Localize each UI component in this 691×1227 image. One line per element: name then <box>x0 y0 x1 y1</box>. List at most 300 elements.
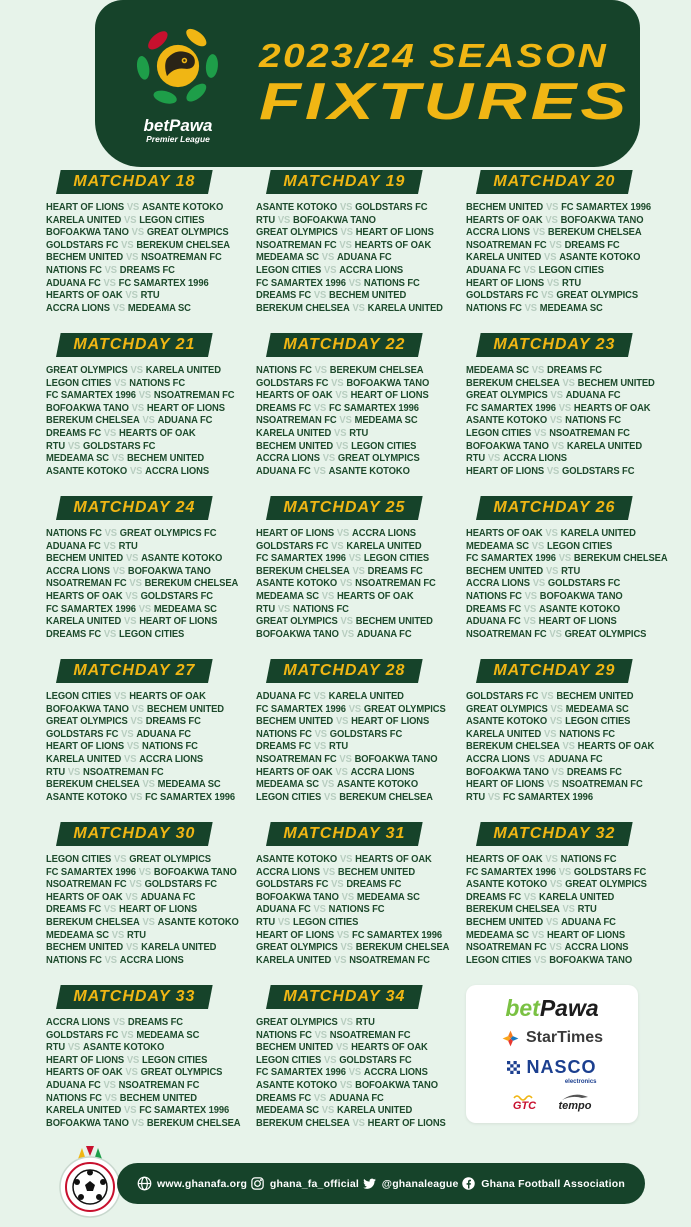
fixture-row <box>466 265 663 278</box>
away-team: KARELA UNITED <box>560 528 636 539</box>
away-team: ADUANA FC <box>157 415 213 427</box>
away-team: ASANTE KOTOKO <box>83 1042 165 1054</box>
home-team: NSOATREMAN FC <box>46 578 127 590</box>
vs-label: VS <box>340 942 353 954</box>
fixture-row <box>466 566 663 579</box>
vs-label: VS <box>314 365 327 376</box>
away-team: RTU <box>562 277 582 289</box>
vs-label: VS <box>523 891 537 903</box>
vs-label: VS <box>321 590 335 602</box>
away-team: GOLDSTARS FC <box>329 728 403 740</box>
fixture-row <box>46 704 243 717</box>
fixture-row <box>46 767 243 780</box>
home-team: MEDEAMA SC <box>466 365 529 376</box>
vs-label: VS <box>335 1042 349 1054</box>
vs-label: VS <box>335 440 349 452</box>
home-team: BECHEM UNITED <box>256 440 334 452</box>
startimes-text: StarTimes <box>525 1029 604 1046</box>
home-team: BECHEM UNITED <box>256 716 334 728</box>
home-team: FC SAMARTEX 1996 <box>466 402 556 414</box>
home-team: FC SAMARTEX 1996 <box>256 553 346 565</box>
fixture-row <box>46 378 243 391</box>
vs-label: VS <box>549 942 562 954</box>
home-team: MEDEAMA SC <box>256 252 319 264</box>
betpawa-premier-league-logo <box>113 22 243 144</box>
fixture-row <box>46 1017 243 1030</box>
fixture-row <box>46 867 243 880</box>
away-team: GREAT OLYMPICS <box>565 879 647 891</box>
fixture-row <box>256 202 453 215</box>
home-team: HEART OF LIONS <box>256 929 335 941</box>
gtc-text: GTC <box>512 1099 537 1112</box>
vs-label: VS <box>340 227 353 239</box>
fixture-row <box>466 378 663 391</box>
vs-label: VS <box>103 1079 116 1091</box>
home-team: ACCRA LIONS <box>466 227 530 239</box>
fixture-row <box>466 453 663 466</box>
vs-label: VS <box>112 565 126 577</box>
matchday-label: MATCHDAY 25 <box>283 499 406 516</box>
matchday-label: MATCHDAY 22 <box>283 336 406 353</box>
away-team: BECHEM UNITED <box>146 703 224 715</box>
fixture-row <box>466 227 663 240</box>
away-team: BEREKUM CHELSEA <box>136 239 230 251</box>
away-team: NSOATREMAN FC <box>118 1079 200 1091</box>
vs-label: VS <box>126 741 140 753</box>
matchday-header <box>476 333 633 357</box>
fixture-row <box>466 955 663 968</box>
away-team: HEART OF LIONS <box>119 904 198 916</box>
vs-label: VS <box>130 365 143 376</box>
home-team: ACCRA LIONS <box>466 753 530 765</box>
home-team: HEART OF LIONS <box>466 277 545 289</box>
matchday-section <box>256 333 466 496</box>
vs-label: VS <box>348 277 362 289</box>
vs-label: VS <box>487 453 501 465</box>
home-team: FC SAMARTEX 1996 <box>256 277 346 289</box>
away-team: BOFOAKWA TANO <box>127 565 211 577</box>
fixture-row <box>256 240 453 253</box>
vs-label: VS <box>541 691 554 702</box>
fixture-row <box>46 892 243 905</box>
matchday-header <box>56 822 213 846</box>
home-team: MEDEAMA SC <box>256 1105 319 1117</box>
fixture-row <box>46 604 243 617</box>
away-team: HEARTS OF OAK <box>119 427 196 439</box>
fixture-row <box>256 566 453 579</box>
home-team: ADUANA FC <box>46 1079 101 1091</box>
fixture-row <box>46 365 243 378</box>
fixture-row <box>46 566 243 579</box>
vs-label: VS <box>352 302 365 314</box>
vs-label: VS <box>131 402 145 414</box>
matchday-section <box>46 496 256 659</box>
fixture-row <box>46 729 243 742</box>
away-team: BOFOAKWA TANO <box>354 753 438 765</box>
fixture-row <box>256 541 453 554</box>
home-team: LEGON CITIES <box>256 1054 322 1066</box>
vs-label: VS <box>549 628 562 640</box>
fixture-row <box>256 1042 453 1055</box>
away-team: DREAMS FC <box>546 365 602 376</box>
fixture-row <box>46 691 243 704</box>
away-team: HEART OF LIONS <box>546 929 626 941</box>
matchday-label: MATCHDAY 30 <box>73 825 196 842</box>
fixture-row <box>466 528 663 541</box>
vs-label: VS <box>324 264 337 276</box>
fixture-row <box>46 528 243 541</box>
away-team: MEDEAMA SC <box>136 1029 200 1041</box>
away-team: RTU <box>355 1017 375 1028</box>
away-team: BECHEM UNITED <box>337 866 416 878</box>
logo-brand-text: betPawa <box>143 116 213 136</box>
vs-label: VS <box>339 753 352 765</box>
away-team: DREAMS FC <box>346 879 402 891</box>
away-team: NATIONS FC <box>560 854 617 865</box>
away-team: GREAT OLYMPICS <box>556 290 639 302</box>
home-team: NSOATREMAN FC <box>256 415 337 427</box>
matchday-header <box>266 822 423 846</box>
vs-label: VS <box>103 427 117 439</box>
fixture-row <box>256 1017 453 1030</box>
home-team: ASANTE KOTOKO <box>256 854 338 865</box>
fixture-row <box>256 767 453 780</box>
away-team: BOFOAKWA TANO <box>153 866 237 878</box>
away-team: BEREKUM CHELSEA <box>144 578 239 590</box>
away-team: BOFOAKWA TANO <box>539 590 623 602</box>
away-team: HEARTS OF OAK <box>355 854 432 865</box>
away-team: ASANTE KOTOKO <box>141 553 223 565</box>
home-team: HEARTS OF OAK <box>466 854 543 865</box>
away-team: ACCRA LIONS <box>350 766 415 778</box>
fixture-row <box>46 879 243 892</box>
home-team: NSOATREMAN FC <box>256 753 337 765</box>
away-team: GREAT OLYMPICS <box>129 854 211 865</box>
home-team: MEDEAMA SC <box>466 540 529 552</box>
globe-icon <box>137 1176 152 1191</box>
home-team: HEARTS OF OAK <box>46 891 123 903</box>
vs-label: VS <box>341 628 355 640</box>
vs-label: VS <box>125 553 139 565</box>
home-team: HEARTS OF OAK <box>46 1067 123 1079</box>
vs-label: VS <box>313 741 327 753</box>
home-team: NATIONS FC <box>46 528 102 539</box>
fixture-row <box>466 365 663 378</box>
vs-label: VS <box>131 1117 145 1129</box>
home-team: ACCRA LIONS <box>46 302 110 314</box>
header-banner <box>95 0 640 167</box>
away-team: NSOATREMAN FC <box>549 427 630 439</box>
fixture-row <box>466 553 668 566</box>
fixture-row <box>256 716 453 729</box>
home-team: DREAMS FC <box>256 741 312 753</box>
away-team: RTU <box>126 929 146 941</box>
fixture-row <box>46 792 243 805</box>
home-team: FC SAMARTEX 1996 <box>256 703 346 715</box>
fixture-row <box>46 265 243 278</box>
home-team: ADUANA FC <box>256 904 311 916</box>
away-team: HEART OF LIONS <box>146 402 225 414</box>
matchday-header <box>476 496 633 520</box>
home-team: DREAMS FC <box>46 904 102 916</box>
away-team: NSOATREMAN FC <box>141 252 222 264</box>
away-team: GOLDSTARS FC <box>547 578 621 590</box>
footer-website <box>137 1176 247 1191</box>
away-team: ACCRA LIONS <box>503 453 567 465</box>
vs-label: VS <box>112 302 126 314</box>
vs-label: VS <box>104 528 117 539</box>
away-team: RTU <box>140 290 160 302</box>
matchday-header <box>266 985 423 1009</box>
matchday-label: MATCHDAY 24 <box>73 499 196 516</box>
vs-label: VS <box>277 214 291 226</box>
vs-label: VS <box>124 753 137 765</box>
away-team: BECHEM UNITED <box>119 1092 197 1104</box>
home-team: DREAMS FC <box>256 1092 312 1104</box>
fixture-row <box>256 441 453 454</box>
home-team: NATIONS FC <box>46 1092 102 1104</box>
away-team: BEREKUM CHELSEA <box>573 553 668 565</box>
fixture-row <box>46 779 243 792</box>
fixture-row <box>46 930 243 943</box>
vs-label: VS <box>313 691 326 702</box>
vs-label: VS <box>121 728 134 740</box>
fixture-row <box>466 716 663 729</box>
vs-label: VS <box>523 264 536 276</box>
fixture-row <box>466 390 663 403</box>
fixture-row <box>256 616 453 629</box>
home-team: RTU <box>466 791 486 803</box>
matchday-header <box>266 496 423 520</box>
season-title: 2023/24 SEASON <box>259 37 609 74</box>
vs-label: VS <box>131 227 145 239</box>
home-team: DREAMS FC <box>256 402 312 414</box>
away-team: NSOATREMAN FC <box>153 390 235 402</box>
vs-label: VS <box>340 1017 353 1028</box>
vs-label: VS <box>125 891 138 903</box>
vs-label: VS <box>348 1067 362 1079</box>
matchday-header <box>56 985 213 1009</box>
vs-label: VS <box>544 728 557 740</box>
nasco-electronics-text: electronics <box>564 1078 597 1085</box>
vs-label: VS <box>558 553 572 565</box>
fixture-row <box>46 578 243 591</box>
footer-facebook-text: Ghana Football Association <box>481 1177 625 1190</box>
vs-label: VS <box>313 904 326 916</box>
tempo-text: tempo <box>558 1099 592 1112</box>
fixture-row <box>466 779 663 792</box>
home-team: MEDEAMA SC <box>466 929 529 941</box>
vs-label: VS <box>534 954 547 966</box>
home-team: KARELA UNITED <box>256 954 332 966</box>
home-team: KARELA UNITED <box>46 616 122 628</box>
home-team: GOLDSTARS FC <box>466 290 539 302</box>
home-team: BEREKUM CHELSEA <box>466 741 560 753</box>
away-team: BECHEM UNITED <box>355 616 433 628</box>
away-team: ASANTE KOTOKO <box>559 252 641 264</box>
vs-label: VS <box>314 728 327 740</box>
away-team: ADUANA FC <box>356 628 412 640</box>
vs-label: VS <box>142 916 155 928</box>
vs-label: VS <box>551 766 565 778</box>
matchday-section <box>46 985 256 1148</box>
vs-label: VS <box>562 741 575 753</box>
fixture-row <box>256 917 453 930</box>
fixture-row <box>256 466 453 479</box>
matchday-section <box>256 496 466 659</box>
away-team: NATIONS FC <box>129 377 186 389</box>
vs-label: VS <box>126 1054 140 1066</box>
matchday-label: MATCHDAY 18 <box>73 173 196 190</box>
away-team: LEGON CITIES <box>139 214 205 226</box>
home-team: FC SAMARTEX 1996 <box>46 603 136 615</box>
away-team: HEART OF LIONS <box>355 227 434 239</box>
fixture-row <box>46 1093 243 1106</box>
away-team: GOLDSTARS FC <box>562 465 635 477</box>
away-team: BECHEM UNITED <box>126 453 205 465</box>
away-team: GOLDSTARS FC <box>339 1054 412 1066</box>
vs-label: VS <box>334 954 347 966</box>
away-team: ADUANA FC <box>136 728 192 740</box>
matchday-section <box>46 333 256 496</box>
home-team: NATIONS FC <box>256 365 312 376</box>
away-team: GOLDSTARS FC <box>144 879 217 891</box>
matchday-label: MATCHDAY 27 <box>73 662 196 679</box>
fixture-row <box>46 453 243 466</box>
vs-label: VS <box>112 1017 126 1028</box>
fixture-row <box>466 704 663 717</box>
away-team: BEREKUM CHELSEA <box>329 365 424 376</box>
away-team: FC SAMARTEX 1996 <box>145 791 236 803</box>
away-team: BECHEM UNITED <box>329 290 407 302</box>
home-team: GREAT OLYMPICS <box>256 942 338 954</box>
vs-label: VS <box>103 540 116 552</box>
home-team: KARELA UNITED <box>46 753 122 765</box>
home-team: NSOATREMAN FC <box>466 239 547 251</box>
fixture-row <box>256 604 453 617</box>
fixture-row <box>256 215 453 228</box>
vs-label: VS <box>138 390 152 402</box>
vs-label: VS <box>532 227 546 239</box>
home-team: ADUANA FC <box>256 465 311 477</box>
vs-label: VS <box>549 716 563 728</box>
vs-label: VS <box>104 264 117 276</box>
vs-label: VS <box>114 377 127 389</box>
fixture-row <box>256 1118 453 1131</box>
away-team: MEDEAMA SC <box>565 703 629 715</box>
away-team: NSOATREMAN FC <box>349 954 430 966</box>
away-team: ACCRA LIONS <box>363 1067 428 1079</box>
away-team: DREAMS FC <box>566 766 622 778</box>
vs-label: VS <box>121 1029 134 1041</box>
home-team: ADUANA FC <box>46 277 101 289</box>
away-team: ASANTE KOTOKO <box>142 202 224 213</box>
away-team: NSOATREMAN FC <box>329 1029 411 1041</box>
home-team: BEREKUM CHELSEA <box>256 565 350 577</box>
home-team: GREAT OLYMPICS <box>256 616 338 628</box>
fixture-row <box>466 729 663 742</box>
home-team: GREAT OLYMPICS <box>46 365 128 376</box>
vs-label: VS <box>121 239 134 251</box>
matchday-section <box>466 333 676 496</box>
betpawa-pawa-text: Pawa <box>539 994 599 1021</box>
vs-label: VS <box>322 866 336 878</box>
away-team: HEARTS OF OAK <box>573 402 651 414</box>
away-team: NSOATREMAN FC <box>562 779 643 791</box>
sponsor-startimes-logo <box>501 1029 603 1048</box>
away-team: NSOATREMAN FC <box>355 578 436 590</box>
fixture-row <box>256 1055 453 1068</box>
home-team: ADUANA FC <box>466 264 521 276</box>
fixture-row <box>256 879 453 892</box>
home-team: HEART OF LIONS <box>466 779 545 791</box>
vs-label: VS <box>549 879 563 891</box>
vs-label: VS <box>130 716 143 728</box>
home-team: FC SAMARTEX 1996 <box>256 1067 346 1079</box>
fixture-row <box>466 441 663 454</box>
fixture-row <box>256 754 453 767</box>
matchday-header <box>56 333 213 357</box>
matchday-section <box>466 496 676 659</box>
matchday-section <box>46 822 256 985</box>
home-team: ACCRA LIONS <box>46 565 110 577</box>
fixture-row <box>256 691 453 704</box>
fixture-row <box>466 403 663 416</box>
vs-label: VS <box>339 578 353 590</box>
away-team: HEARTS OF OAK <box>354 239 432 251</box>
away-team: BEREKUM CHELSEA <box>547 227 642 239</box>
away-team: ADUANA FC <box>329 1092 384 1104</box>
fixture-row <box>46 629 243 642</box>
away-team: ASANTE KOTOKO <box>336 779 419 791</box>
home-team: KARELA UNITED <box>466 252 542 264</box>
home-team: GOLDSTARS FC <box>46 239 119 251</box>
fixture-row <box>466 904 663 917</box>
away-team: DREAMS FC <box>145 716 201 728</box>
matchday-section <box>466 170 676 333</box>
vs-label: VS <box>321 779 335 791</box>
fixture-row <box>466 917 663 930</box>
fixture-row <box>256 528 453 541</box>
matchday-section <box>256 822 466 985</box>
vs-label: VS <box>550 390 563 402</box>
footer-instagram-text: ghana_fa_official <box>269 1177 360 1190</box>
fixture-row <box>46 466 243 479</box>
home-team: HEARTS OF OAK <box>46 290 123 302</box>
vs-label: VS <box>544 252 557 264</box>
home-team: LEGON CITIES <box>466 427 532 439</box>
fixture-row <box>46 1030 243 1043</box>
vs-label: VS <box>339 854 353 865</box>
vs-label: VS <box>142 415 155 427</box>
away-team: LEGON CITIES <box>293 916 359 928</box>
vs-label: VS <box>487 791 501 803</box>
fixture-row <box>256 553 453 566</box>
fixture-row <box>466 867 663 880</box>
away-team: KARELA UNITED <box>566 440 643 452</box>
vs-label: VS <box>531 365 545 376</box>
away-team: RTU <box>577 904 597 916</box>
away-team: KARELA UNITED <box>145 365 221 376</box>
home-team: LEGON CITIES <box>46 377 112 389</box>
home-team: DREAMS FC <box>46 628 102 640</box>
vs-label: VS <box>125 1067 138 1079</box>
fixture-row <box>46 1055 243 1068</box>
home-team: ACCRA LIONS <box>256 866 320 878</box>
away-team: LEGON CITIES <box>363 553 430 565</box>
home-team: BOFOAKWA TANO <box>466 440 549 452</box>
vs-label: VS <box>314 1029 327 1041</box>
